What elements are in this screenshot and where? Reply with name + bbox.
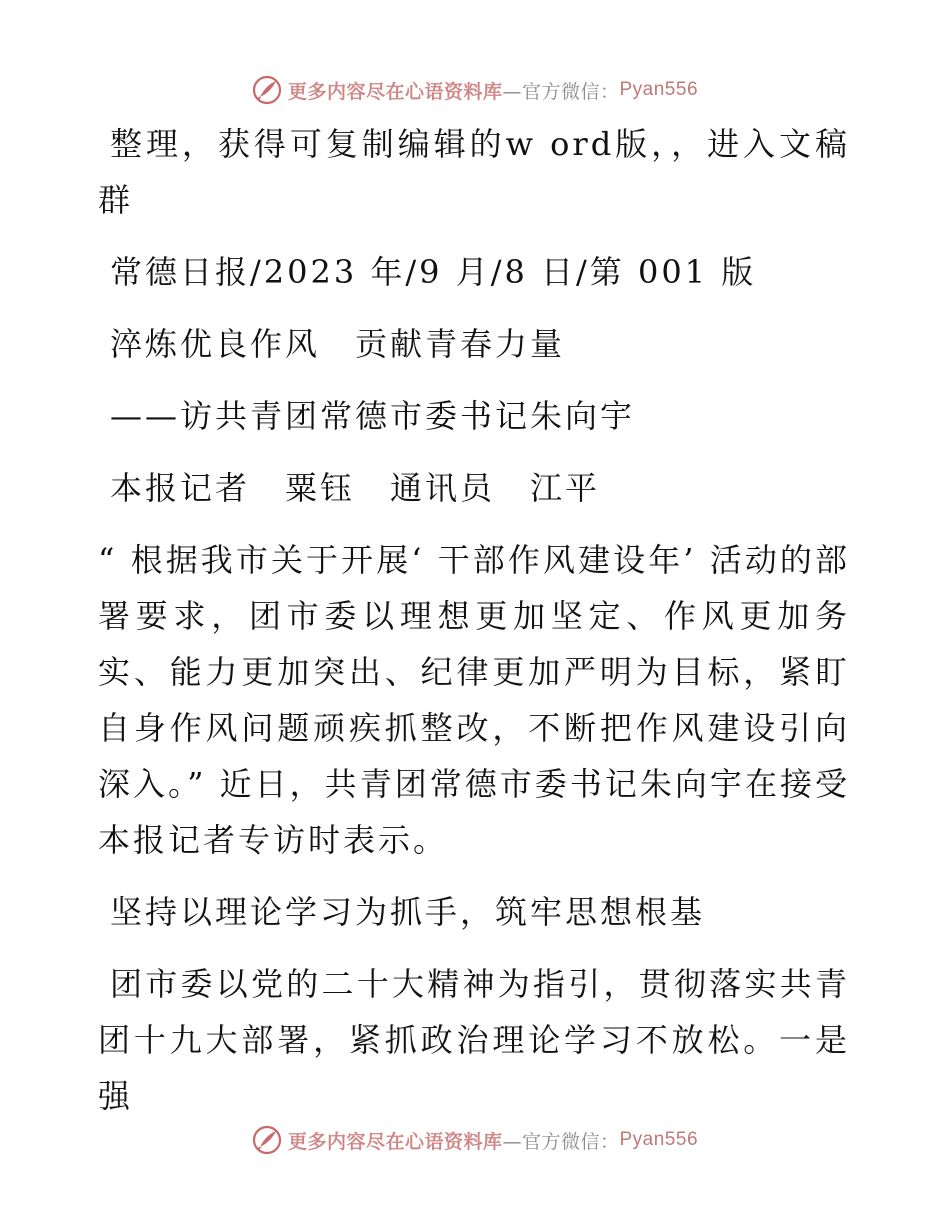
watermark-sub-text: —官方微信： bbox=[502, 1130, 620, 1153]
watermark-main-text: 更多内容尽在心语资料库 bbox=[287, 1130, 503, 1153]
section-heading-1: 坚持以理论学习为抓手，筑牢思想根基 bbox=[110, 893, 706, 931]
body-paragraph-2: 团市委以党的二十大精神为指引，贯彻落实共青团十九大部署，紧抓政治理论学习不放松。一是强 bbox=[98, 965, 850, 1115]
watermark-sub-text: —官方微信： bbox=[502, 80, 620, 103]
watermark-footer bbox=[0, 1122, 950, 1158]
intro-paragraph: 整理，获得可复制编辑的w ord版，，进入文稿群 bbox=[98, 125, 850, 219]
watermark-id-text: Pyan556 bbox=[619, 1129, 699, 1150]
article-title: 淬炼优良作风 贡献青春力量 bbox=[110, 325, 566, 363]
source-line: 常德日报/2023 年/9 月/8 日/第 001 版 bbox=[110, 253, 757, 291]
byline: 本报记者 粟钰 通讯员 江平 bbox=[110, 469, 601, 507]
article-subtitle: ——访共青团常德市委书记朱向宇 bbox=[110, 397, 636, 435]
feather-pen-logo-icon bbox=[252, 1125, 282, 1155]
body-paragraph-1: “ 根据我市关于开展‘ 干部作风建设年’ 活动的部署要求，团市委以理想更加坚定、作风更加务实、能力更加突出、纪律更加严明为目标，紧盯自身作风问题顽疾抓整改，不断把作风建设引向深入。” 近日，共青团常德市委书记朱向宇在接受本报记者专访时表示。 bbox=[98, 541, 850, 859]
document-body bbox=[98, 116, 850, 1124]
feather-pen-logo-icon bbox=[252, 75, 282, 105]
watermark-id-text: Pyan556 bbox=[619, 79, 699, 100]
watermark-header bbox=[0, 72, 950, 108]
watermark-main-text: 更多内容尽在心语资料库 bbox=[287, 80, 503, 103]
